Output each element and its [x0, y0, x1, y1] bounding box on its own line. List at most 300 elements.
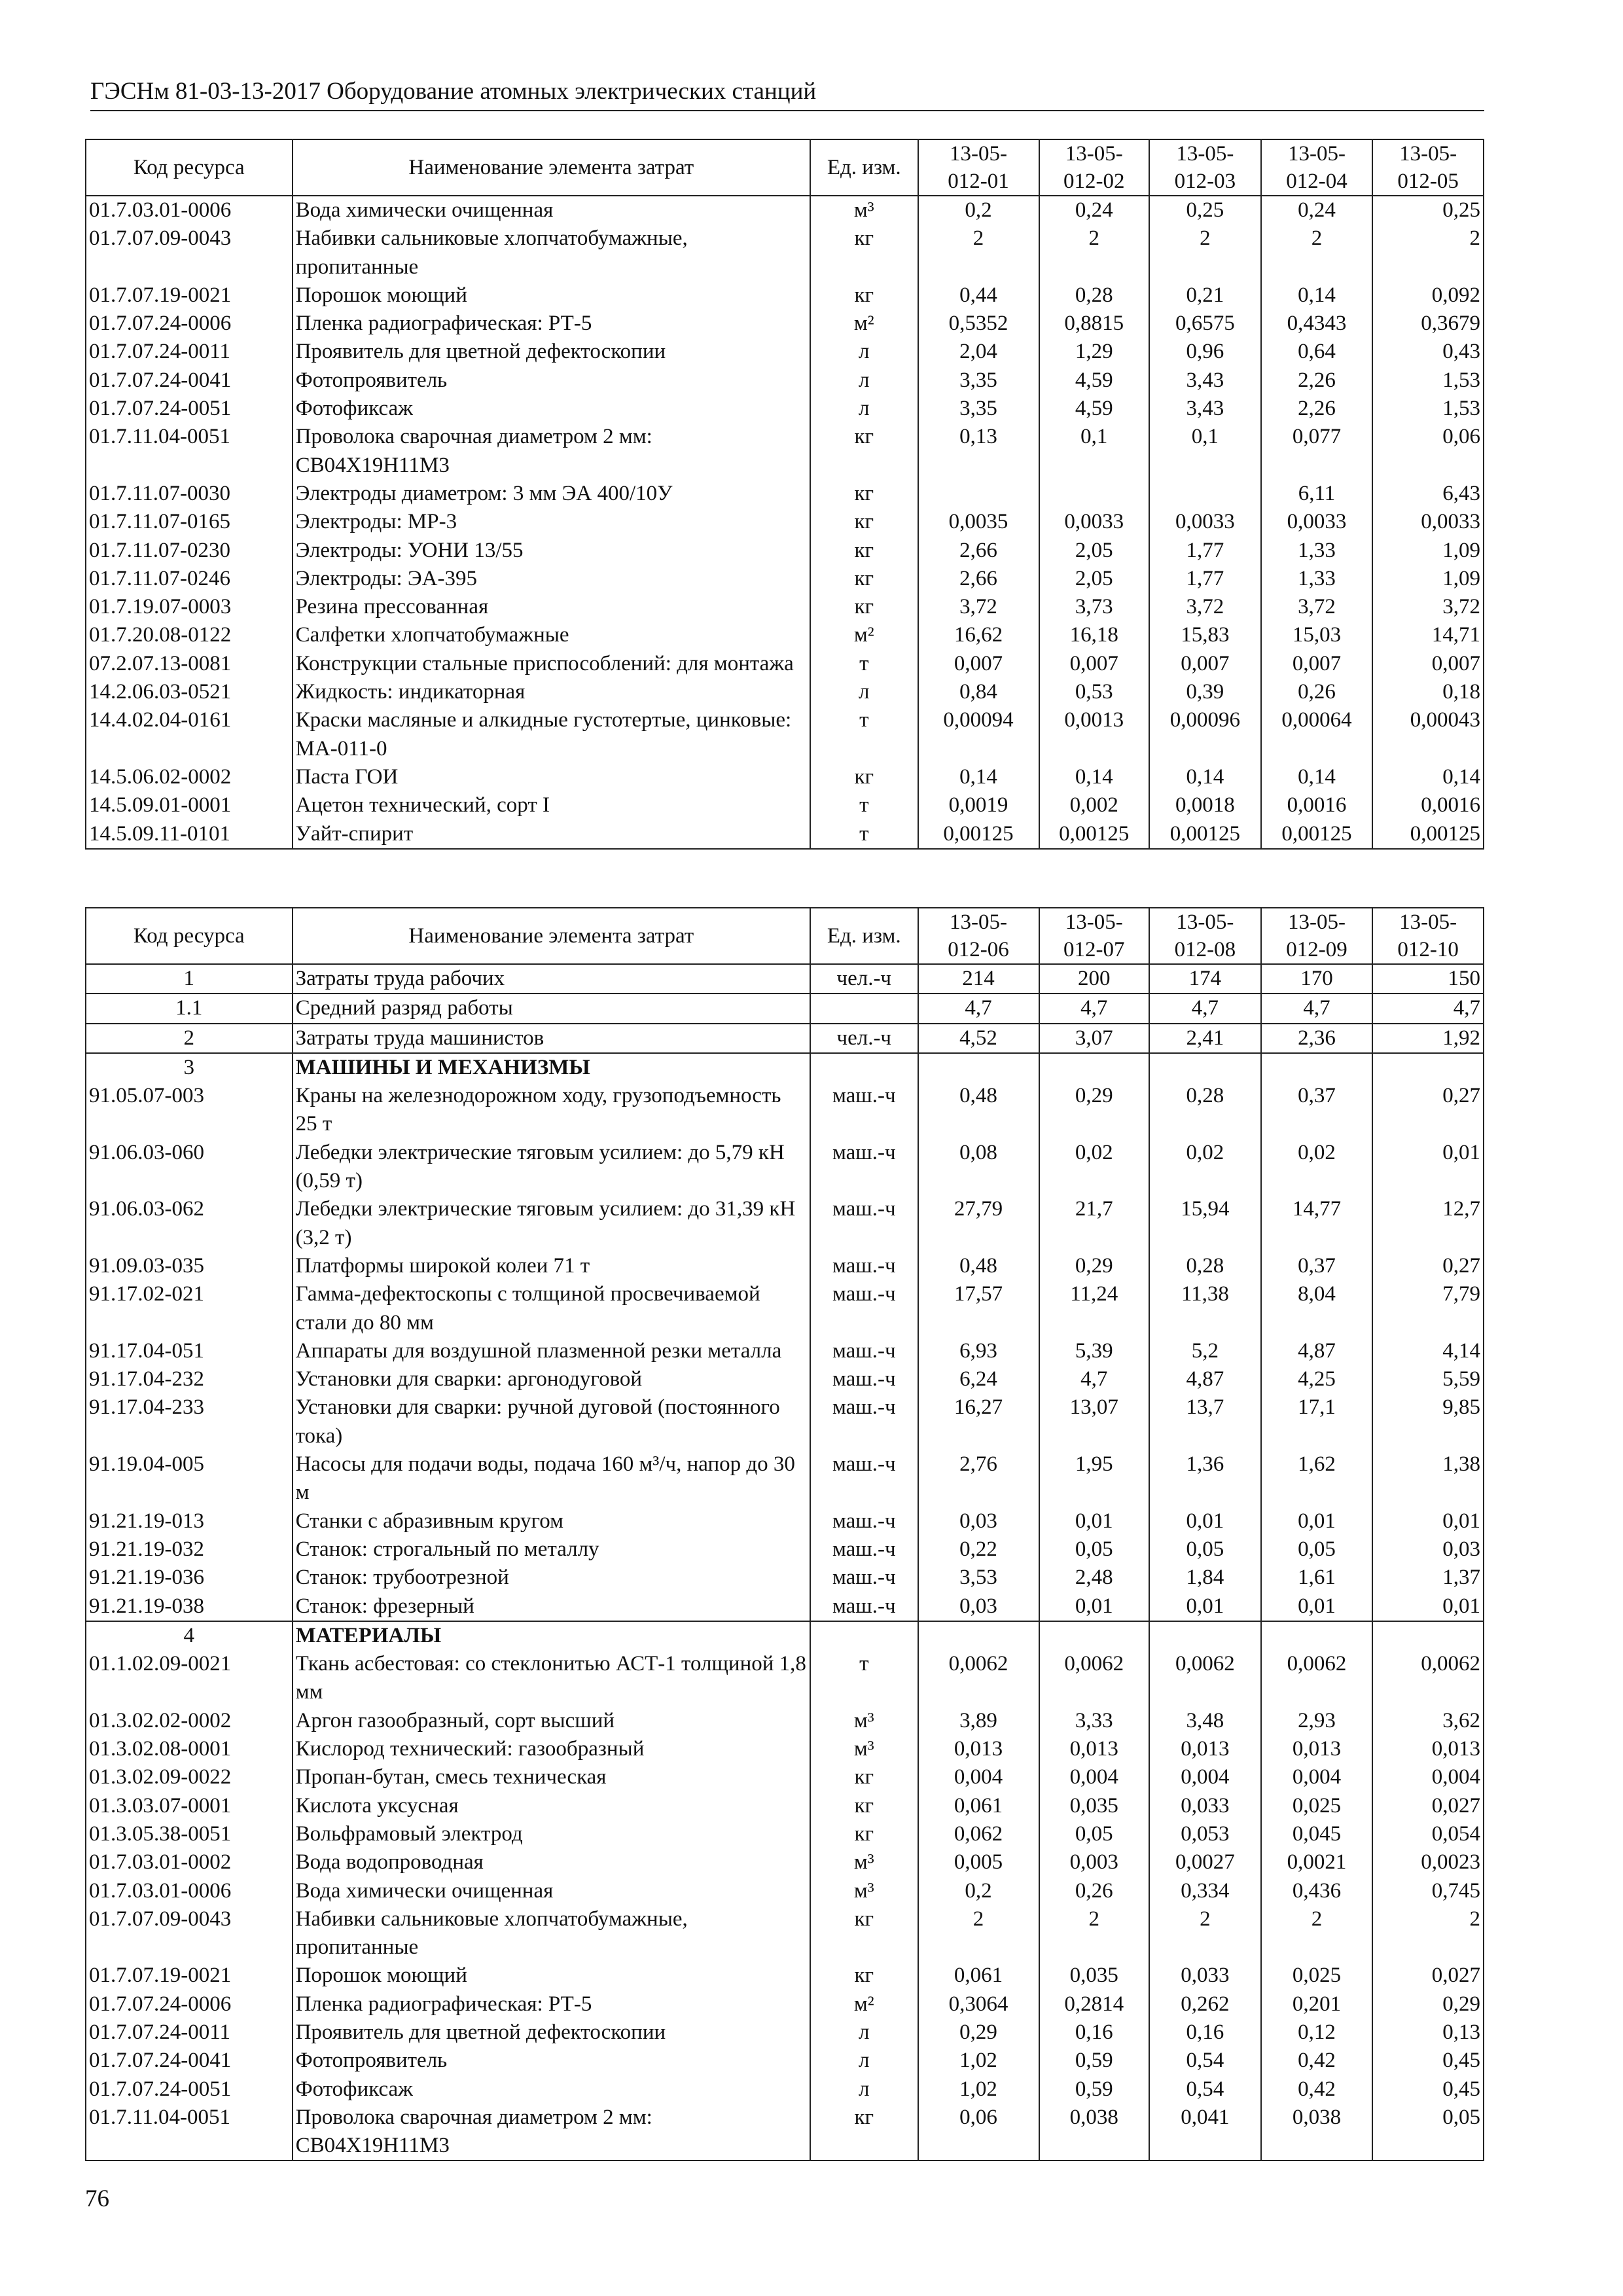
value-cell: 4,7	[1261, 994, 1373, 1023]
table-row	[86, 367, 1484, 395]
resource-code-cell: 4	[86, 1621, 293, 1650]
table-row	[86, 338, 1484, 366]
value-cell: 0,007	[918, 650, 1039, 678]
value-cell: 0,84	[918, 678, 1039, 706]
resource-name-cell: Набивки сальниковые хлопчатобумажные, пропитанные	[293, 224, 810, 281]
value-cell: 0,1	[1149, 423, 1261, 480]
resource-code-cell: 07.2.07.13-0081	[86, 650, 293, 678]
value-cell: 4,52	[918, 1024, 1039, 1053]
value-cell: 0,42	[1261, 2075, 1373, 2104]
resource-name-cell: Кислота уксусная	[293, 1792, 810, 1820]
value-cell: 0,0033	[1039, 508, 1150, 536]
resource-code-cell: 01.3.02.08-0001	[86, 1735, 293, 1763]
value-cell	[1261, 1621, 1373, 1650]
value-cell: 3,62	[1372, 1707, 1484, 1735]
value-cell: 0,007	[1149, 650, 1261, 678]
header-code: Код ресурса	[86, 908, 293, 964]
header-col-6: 13-05- 012-06	[918, 908, 1039, 964]
value-cell: 0,01	[1372, 1592, 1484, 1621]
resource-code-cell: 01.7.07.19-0021	[86, 281, 293, 310]
resource-name-cell: Фотофиксаж	[293, 2075, 810, 2104]
value-cell: 0,14	[918, 763, 1039, 791]
resource-code-cell: 01.7.07.24-0011	[86, 2018, 293, 2047]
value-cell: 0,39	[1149, 678, 1261, 706]
resource-table-1	[85, 139, 1484, 850]
table-row	[86, 565, 1484, 593]
resource-name-cell: Аргон газообразный, сорт высший	[293, 1707, 810, 1735]
value-cell: 16,18	[1039, 621, 1150, 649]
resource-code-cell: 91.17.04-051	[86, 1337, 293, 1365]
table-row	[86, 1024, 1484, 1053]
table-row	[86, 1707, 1484, 1735]
table-row	[86, 281, 1484, 310]
value-cell: 0,54	[1149, 2047, 1261, 2075]
value-cell: 3,53	[918, 1564, 1039, 1592]
value-cell: 0,038	[1039, 2104, 1150, 2161]
value-cell: 1,53	[1372, 367, 1484, 395]
value-cell: 0,00043	[1372, 706, 1484, 763]
value-cell: 3,33	[1039, 1707, 1150, 1735]
table-row	[86, 1592, 1484, 1621]
table-row	[86, 1535, 1484, 1564]
resource-name-cell: Станок: трубоотрезной	[293, 1564, 810, 1592]
value-cell: 0,42	[1261, 2047, 1373, 2075]
unit-cell: л	[810, 2075, 918, 2104]
value-cell: 3,73	[1039, 593, 1150, 621]
header-unit: Ед. изм.	[810, 139, 918, 196]
unit-cell: м³	[810, 1877, 918, 1905]
resource-table-2	[85, 907, 1484, 2161]
value-cell: 0,0021	[1261, 1848, 1373, 1876]
value-cell: 1,84	[1149, 1564, 1261, 1592]
value-cell: 2,66	[918, 565, 1039, 593]
header-col-10: 13-05- 012-10	[1372, 908, 1484, 964]
value-cell: 2,48	[1039, 1564, 1150, 1592]
value-cell: 5,59	[1372, 1365, 1484, 1393]
value-cell: 0,2	[918, 196, 1039, 224]
page-header	[90, 77, 1484, 111]
resource-name-cell: Пленка радиографическая: РТ-5	[293, 310, 810, 338]
resource-name-cell: Насосы для подачи воды, подача 160 м³/ч, напор до 30 м	[293, 1450, 810, 1507]
resource-name-cell: Затраты труда рабочих	[293, 964, 810, 994]
value-cell: 0,1	[1039, 423, 1150, 480]
resource-code-cell: 01.7.07.19-0021	[86, 1962, 293, 1990]
value-cell: 0,25	[1372, 196, 1484, 224]
value-cell: 0,45	[1372, 2047, 1484, 2075]
resource-name-cell: Проявитель для цветной дефектоскопии	[293, 338, 810, 366]
value-cell: 8,04	[1261, 1280, 1373, 1337]
resource-code-cell: 01.7.07.24-0051	[86, 395, 293, 423]
value-cell: 2,04	[918, 338, 1039, 366]
unit-cell: кг	[810, 1962, 918, 1990]
resource-code-cell: 01.7.11.07-0165	[86, 508, 293, 536]
value-cell: 3,07	[1039, 1024, 1150, 1053]
resource-name-cell: Вода химически очищенная	[293, 1877, 810, 1905]
resource-name-cell: Аппараты для воздушной плазменной резки металла	[293, 1337, 810, 1365]
header-col-5: 13-05- 012-05	[1372, 139, 1484, 196]
value-cell: 3,72	[1149, 593, 1261, 621]
value-cell: 2	[1372, 1905, 1484, 1962]
value-cell: 3,35	[918, 395, 1039, 423]
value-cell: 3,89	[918, 1707, 1039, 1735]
value-cell: 0,14	[1149, 763, 1261, 791]
table-row	[86, 678, 1484, 706]
value-cell: 0,038	[1261, 2104, 1373, 2161]
resource-code-cell: 01.7.07.24-0011	[86, 338, 293, 366]
value-cell: 0,053	[1149, 1820, 1261, 1848]
unit-cell: л	[810, 395, 918, 423]
resource-name-cell: Станок: фрезерный	[293, 1592, 810, 1621]
value-cell: 1,53	[1372, 395, 1484, 423]
table-row	[86, 423, 1484, 480]
value-cell	[1149, 1053, 1261, 1082]
value-cell: 3,43	[1149, 367, 1261, 395]
value-cell: 0,48	[918, 1252, 1039, 1280]
value-cell: 0,26	[1261, 678, 1373, 706]
table-row	[86, 994, 1484, 1023]
value-cell: 0,27	[1372, 1082, 1484, 1139]
value-cell	[1039, 480, 1150, 508]
resource-code-cell: 01.7.19.07-0003	[86, 593, 293, 621]
value-cell: 0,03	[918, 1507, 1039, 1535]
value-cell: 3,72	[918, 593, 1039, 621]
value-cell: 4,7	[918, 994, 1039, 1023]
resource-code-cell: 01.7.11.04-0051	[86, 2104, 293, 2161]
resource-name-cell: Краны на железнодорожном ходу, грузоподъемность 25 т	[293, 1082, 810, 1139]
value-cell: 0,004	[1372, 1763, 1484, 1791]
value-cell: 0,00125	[1039, 820, 1150, 849]
value-cell: 0,03	[918, 1592, 1039, 1621]
value-cell: 0,092	[1372, 281, 1484, 310]
value-cell: 0,28	[1149, 1252, 1261, 1280]
value-cell: 0,077	[1261, 423, 1373, 480]
resource-code-cell: 2	[86, 1024, 293, 1053]
resource-code-cell: 14.5.09.11-0101	[86, 820, 293, 849]
unit-cell: кг	[810, 1905, 918, 1962]
header-name: Наименование элемента затрат	[293, 908, 810, 964]
value-cell: 0,53	[1039, 678, 1150, 706]
value-cell: 0,0016	[1261, 791, 1373, 819]
value-cell: 0,48	[918, 1082, 1039, 1139]
resource-name-cell: Порошок моющий	[293, 281, 810, 310]
value-cell: 2,05	[1039, 565, 1150, 593]
value-cell: 0,035	[1039, 1962, 1150, 1990]
resource-name-cell: Кислород технический: газообразный	[293, 1735, 810, 1763]
table-row	[86, 537, 1484, 565]
table-header-row	[86, 139, 1484, 196]
value-cell: 0,436	[1261, 1877, 1373, 1905]
value-cell: 6,43	[1372, 480, 1484, 508]
value-cell: 2	[1149, 1905, 1261, 1962]
value-cell: 0,43	[1372, 338, 1484, 366]
table-row	[86, 1280, 1484, 1337]
table-header-row	[86, 908, 1484, 964]
resource-name-cell: Ацетон технический, сорт I	[293, 791, 810, 819]
value-cell: 0,14	[1039, 763, 1150, 791]
resource-name-cell: Электроды: ЭА-395	[293, 565, 810, 593]
resource-code-cell: 01.7.20.08-0122	[86, 621, 293, 649]
value-cell: 0,025	[1261, 1792, 1373, 1820]
value-cell: 0,22	[918, 1535, 1039, 1564]
value-cell: 1,09	[1372, 565, 1484, 593]
unit-cell: маш.-ч	[810, 1535, 918, 1564]
table-row	[86, 791, 1484, 819]
value-cell: 0,00125	[1149, 820, 1261, 849]
resource-code-cell: 1.1	[86, 994, 293, 1023]
value-cell: 1,02	[918, 2047, 1039, 2075]
value-cell: 0,00064	[1261, 706, 1373, 763]
value-cell: 0,0019	[918, 791, 1039, 819]
table-row	[86, 650, 1484, 678]
resource-name-cell: МАШИНЫ И МЕХАНИЗМЫ	[293, 1053, 810, 1082]
value-cell: 0,3679	[1372, 310, 1484, 338]
resource-code-cell: 01.7.07.09-0043	[86, 224, 293, 281]
value-cell: 0,027	[1372, 1962, 1484, 1990]
value-cell: 2	[918, 224, 1039, 281]
value-cell: 4,87	[1149, 1365, 1261, 1393]
resource-name-cell: Набивки сальниковые хлопчатобумажные, пропитанные	[293, 1905, 810, 1962]
header-col-7: 13-05- 012-07	[1039, 908, 1150, 964]
value-cell: 2	[1372, 224, 1484, 281]
value-cell	[918, 1621, 1039, 1650]
value-cell: 2,36	[1261, 1024, 1373, 1053]
table-row	[86, 480, 1484, 508]
value-cell: 3,72	[1261, 593, 1373, 621]
table-row	[86, 2104, 1484, 2161]
value-cell: 0,004	[1261, 1763, 1373, 1791]
unit-cell: л	[810, 367, 918, 395]
resource-name-cell: Фотофиксаж	[293, 395, 810, 423]
resource-name-cell: Электроды диаметром: 3 мм ЭА 400/10У	[293, 480, 810, 508]
value-cell: 14,71	[1372, 621, 1484, 649]
value-cell: 11,24	[1039, 1280, 1150, 1337]
value-cell: 1,92	[1372, 1024, 1484, 1053]
table-row	[86, 1195, 1484, 1252]
value-cell: 0,01	[1039, 1592, 1150, 1621]
value-cell: 4,25	[1261, 1365, 1373, 1393]
value-cell: 0,54	[1149, 2075, 1261, 2104]
value-cell: 0,062	[918, 1820, 1039, 1848]
value-cell: 0,0018	[1149, 791, 1261, 819]
unit-cell: кг	[810, 2104, 918, 2161]
value-cell: 0,013	[1261, 1735, 1373, 1763]
resource-name-cell: Затраты труда машинистов	[293, 1024, 810, 1053]
resource-name-cell: Пропан-бутан, смесь техническая	[293, 1763, 810, 1791]
resource-name-cell: Салфетки хлопчатобумажные	[293, 621, 810, 649]
value-cell: 0,0013	[1039, 706, 1150, 763]
resource-code-cell: 01.7.03.01-0006	[86, 1877, 293, 1905]
resource-name-cell: Станок: строгальный по металлу	[293, 1535, 810, 1564]
value-cell: 0,002	[1039, 791, 1150, 819]
value-cell: 5,2	[1149, 1337, 1261, 1365]
header-col-1: 13-05- 012-01	[918, 139, 1039, 196]
value-cell: 0,01	[1149, 1507, 1261, 1535]
value-cell: 0,0016	[1372, 791, 1484, 819]
value-cell: 1,09	[1372, 537, 1484, 565]
table-row	[86, 1139, 1484, 1196]
page-number: 76	[85, 2185, 109, 2212]
value-cell: 2,05	[1039, 537, 1150, 565]
value-cell: 2,26	[1261, 367, 1373, 395]
value-cell: 0,06	[1372, 423, 1484, 480]
value-cell: 0,005	[918, 1848, 1039, 1876]
value-cell: 0,12	[1261, 2018, 1373, 2047]
value-cell: 0,201	[1261, 1990, 1373, 2018]
table-row	[86, 1792, 1484, 1820]
unit-cell: т	[810, 791, 918, 819]
value-cell: 1,33	[1261, 565, 1373, 593]
resource-code-cell: 14.5.09.01-0001	[86, 791, 293, 819]
value-cell: 0,45	[1372, 2075, 1484, 2104]
resource-code-cell: 01.7.07.24-0051	[86, 2075, 293, 2104]
value-cell: 0,01	[1149, 1592, 1261, 1621]
resource-code-cell: 1	[86, 964, 293, 994]
value-cell	[1372, 1621, 1484, 1650]
value-cell: 5,39	[1039, 1337, 1150, 1365]
table-row	[86, 706, 1484, 763]
unit-cell: маш.-ч	[810, 1280, 918, 1337]
value-cell: 17,1	[1261, 1393, 1373, 1450]
value-cell: 0,2814	[1039, 1990, 1150, 2018]
table-row	[86, 1650, 1484, 1707]
value-cell: 0,44	[918, 281, 1039, 310]
value-cell: 15,83	[1149, 621, 1261, 649]
value-cell: 0,01	[1372, 1139, 1484, 1196]
table-row	[86, 820, 1484, 849]
value-cell: 0,013	[1149, 1735, 1261, 1763]
header-col-2: 13-05- 012-02	[1039, 139, 1150, 196]
value-cell: 0,0062	[1039, 1650, 1150, 1707]
resource-name-cell: Конструкции стальные приспособлений: для монтажа	[293, 650, 810, 678]
value-cell: 150	[1372, 964, 1484, 994]
value-cell: 14,77	[1261, 1195, 1373, 1252]
table-row	[86, 593, 1484, 621]
resource-code-cell: 91.17.04-232	[86, 1365, 293, 1393]
value-cell: 3,48	[1149, 1707, 1261, 1735]
value-cell: 4,87	[1261, 1337, 1373, 1365]
value-cell: 0,14	[1372, 763, 1484, 791]
value-cell: 4,14	[1372, 1337, 1484, 1365]
value-cell: 0,06	[918, 2104, 1039, 2161]
resource-code-cell: 01.7.11.07-0230	[86, 537, 293, 565]
value-cell: 0,061	[918, 1792, 1039, 1820]
value-cell: 0,003	[1039, 1848, 1150, 1876]
value-cell: 4,7	[1039, 994, 1150, 1023]
value-cell: 0,041	[1149, 2104, 1261, 2161]
value-cell: 3,43	[1149, 395, 1261, 423]
resource-code-cell: 14.4.02.04-0161	[86, 706, 293, 763]
table-row	[86, 395, 1484, 423]
value-cell: 0,0062	[918, 1650, 1039, 1707]
resource-name-cell: Вольфрамовый электрод	[293, 1820, 810, 1848]
value-cell	[918, 1053, 1039, 1082]
value-cell: 0,59	[1039, 2075, 1150, 2104]
value-cell: 0,00094	[918, 706, 1039, 763]
unit-cell	[810, 994, 918, 1023]
unit-cell: л	[810, 678, 918, 706]
table-row	[86, 224, 1484, 281]
header-col-3: 13-05- 012-03	[1149, 139, 1261, 196]
resource-code-cell: 01.3.02.09-0022	[86, 1763, 293, 1791]
value-cell: 0,013	[1372, 1735, 1484, 1763]
resource-name-cell: Установки для сварки: ручной дуговой (постоянного тока)	[293, 1393, 810, 1450]
value-cell: 0,02	[1261, 1139, 1373, 1196]
value-cell: 17,57	[918, 1280, 1039, 1337]
table-row	[86, 1848, 1484, 1876]
resource-code-cell: 01.3.02.02-0002	[86, 1707, 293, 1735]
value-cell: 0,25	[1149, 196, 1261, 224]
value-cell: 0,033	[1149, 1962, 1261, 1990]
value-cell: 3,72	[1372, 593, 1484, 621]
value-cell: 0,26	[1039, 1877, 1150, 1905]
header-code: Код ресурса	[86, 139, 293, 196]
table-row	[86, 763, 1484, 791]
value-cell: 0,004	[1039, 1763, 1150, 1791]
value-cell: 0,05	[1039, 1820, 1150, 1848]
value-cell: 1,77	[1149, 537, 1261, 565]
unit-cell: м³	[810, 1707, 918, 1735]
value-cell: 0,0062	[1261, 1650, 1373, 1707]
value-cell: 0,01	[1039, 1507, 1150, 1535]
value-cell: 0,0023	[1372, 1848, 1484, 1876]
unit-cell	[810, 1621, 918, 1650]
value-cell: 0,29	[1039, 1082, 1150, 1139]
header-col-8: 13-05- 012-08	[1149, 908, 1261, 964]
table-row	[86, 1365, 1484, 1393]
value-cell: 7,79	[1372, 1280, 1484, 1337]
table-row	[86, 621, 1484, 649]
value-cell	[918, 480, 1039, 508]
value-cell: 0,00096	[1149, 706, 1261, 763]
unit-cell: маш.-ч	[810, 1252, 918, 1280]
value-cell: 200	[1039, 964, 1150, 994]
resource-name-cell: Электроды: УОНИ 13/55	[293, 537, 810, 565]
document-title: ГЭСНм 81-03-13-2017 Оборудование атомных электрических станций	[90, 78, 817, 105]
unit-cell: маш.-ч	[810, 1592, 918, 1621]
value-cell: 0,0027	[1149, 1848, 1261, 1876]
value-cell: 0,21	[1149, 281, 1261, 310]
value-cell: 0,01	[1261, 1507, 1373, 1535]
resource-name-cell: Средний разряд работы	[293, 994, 810, 1023]
resource-code-cell: 91.06.03-060	[86, 1139, 293, 1196]
resource-code-cell: 01.7.07.24-0006	[86, 310, 293, 338]
unit-cell: кг	[810, 1763, 918, 1791]
value-cell: 0,054	[1372, 1820, 1484, 1848]
value-cell: 0,13	[1372, 2018, 1484, 2047]
value-cell: 0,745	[1372, 1877, 1484, 1905]
section-row	[86, 1053, 1484, 1082]
unit-cell: чел.-ч	[810, 964, 918, 994]
value-cell: 11,38	[1149, 1280, 1261, 1337]
value-cell: 0,004	[918, 1763, 1039, 1791]
unit-cell: м³	[810, 1735, 918, 1763]
value-cell: 27,79	[918, 1195, 1039, 1252]
unit-cell: кг	[810, 480, 918, 508]
value-cell: 0,00125	[1372, 820, 1484, 849]
value-cell: 4,7	[1372, 994, 1484, 1023]
value-cell: 1,36	[1149, 1450, 1261, 1507]
unit-cell: кг	[810, 508, 918, 536]
value-cell: 0,007	[1261, 650, 1373, 678]
table-row	[86, 1393, 1484, 1450]
value-cell: 0,01	[1372, 1507, 1484, 1535]
resource-code-cell: 14.5.06.02-0002	[86, 763, 293, 791]
resource-code-cell: 01.7.07.09-0043	[86, 1905, 293, 1962]
value-cell: 0,59	[1039, 2047, 1150, 2075]
value-cell: 13,07	[1039, 1393, 1150, 1450]
resource-name-cell: Лебедки электрические тяговым усилием: до 5,79 кН (0,59 т)	[293, 1139, 810, 1196]
resource-name-cell: Проволока сварочная диаметром 2 мм: СВ04Х19Н11М3	[293, 423, 810, 480]
